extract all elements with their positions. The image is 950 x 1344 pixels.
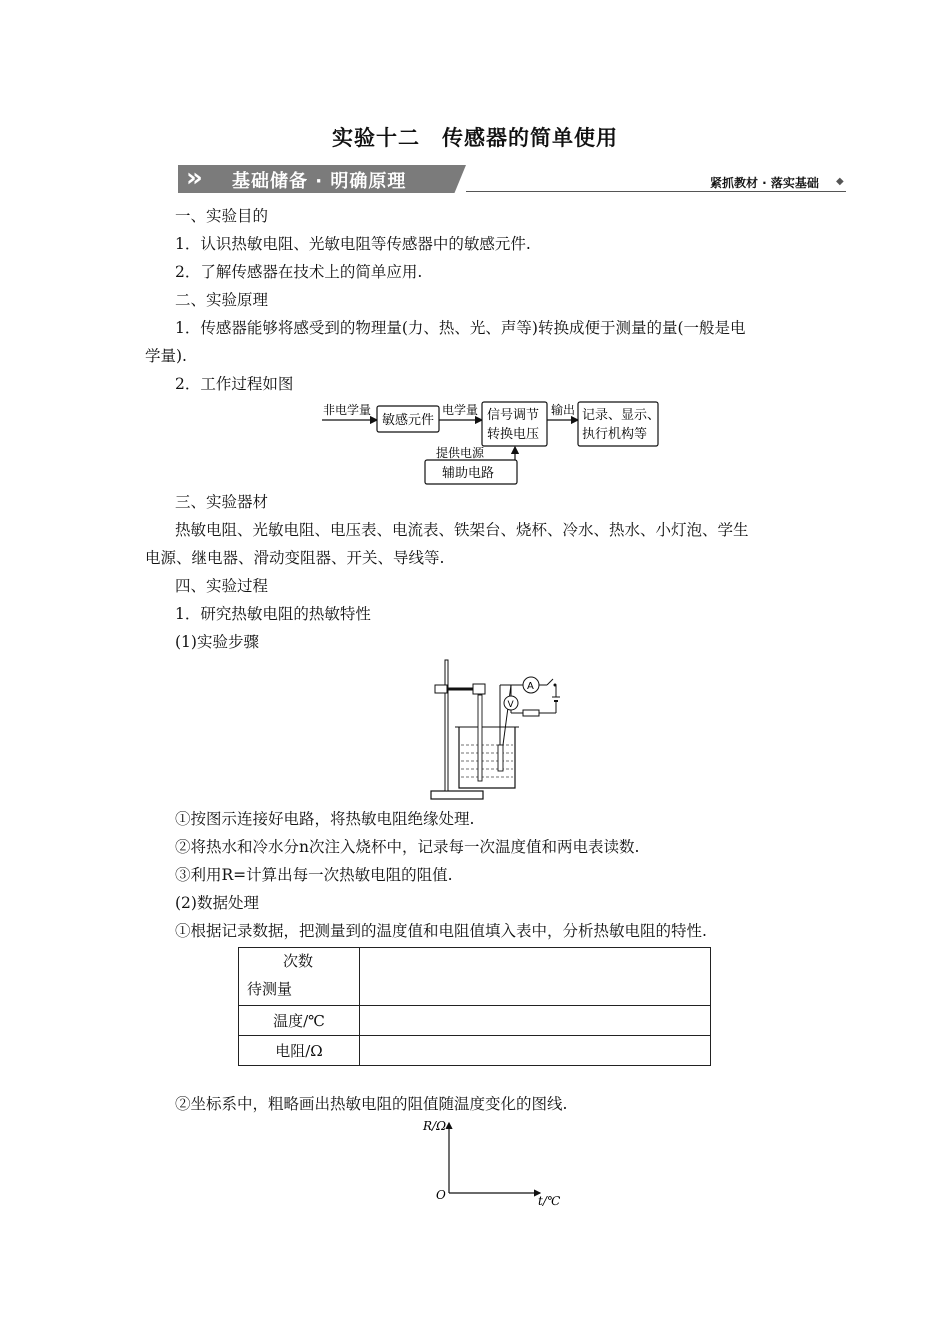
- flow-signal-line1: 信号调节: [487, 408, 540, 423]
- paragraph-line: ①根据记录数据，把测量到的温度值和电阻值填入表中，分析热敏电阻的特性.: [175, 922, 707, 940]
- paragraph-line: 电源、继电器、滑动变阻器、开关、导线等.: [145, 549, 445, 567]
- paragraph-line: 1．认识热敏电阻、光敏电阻等传感器中的敏感元件.: [175, 235, 531, 253]
- page-title: 实验十二 传感器的简单使用: [332, 126, 618, 150]
- diamond-icon: ◆: [836, 176, 844, 187]
- heading-purpose: 一、实验目的: [175, 207, 269, 225]
- paragraph-line: 2．工作过程如图: [175, 375, 294, 393]
- paragraph-line: 1．传感器能够将感受到的物理量(力、热、光、声等)转换成便于测量的量(一般是电: [175, 319, 746, 337]
- flow-out-label: 输出: [551, 403, 576, 417]
- heading-equipment: 三、实验器材: [175, 493, 269, 511]
- banner-right-label: 紧抓教材 · 落实基础: [710, 176, 819, 190]
- table-header-cell: 次数 待测量: [239, 948, 360, 1006]
- flow-mid-label: 电学量: [442, 403, 479, 417]
- paragraph-line: 1．研究热敏电阻的热敏特性: [175, 605, 371, 623]
- banner-rule: [466, 191, 846, 192]
- paragraph-line: 2．了解传感器在技术上的简单应用.: [175, 263, 423, 281]
- step-2: ②将热水和冷水分n次注入烧杯中，记录每一次温度值和两电表读数.: [175, 838, 640, 856]
- y-axis-label: R/Ω: [423, 1119, 447, 1133]
- data-table: [238, 947, 711, 1066]
- table-cell: [360, 1006, 711, 1036]
- section-banner-label: 基础储备 · 明确原理: [232, 171, 407, 192]
- heading-data-processing: (2)数据处理: [175, 894, 259, 912]
- flow-aux-label: 辅助电路: [442, 466, 495, 481]
- resistance-temperature-axes: [420, 1115, 570, 1210]
- sensor-flow-diagram: [320, 398, 670, 488]
- thermistor-apparatus-figure: [425, 655, 565, 805]
- origin-label: O: [436, 1188, 446, 1202]
- paragraph-line: (1)实验步骤: [175, 633, 259, 651]
- table-row-label: 电阻/Ω: [239, 1036, 360, 1066]
- heading-principle: 二、实验原理: [175, 291, 269, 309]
- table-row-label: 温度/℃: [239, 1006, 360, 1036]
- table-cell: [360, 948, 711, 1006]
- ammeter-label: A: [527, 681, 534, 692]
- voltmeter-label: V: [507, 700, 514, 710]
- heading-process: 四、实验过程: [175, 577, 269, 595]
- paragraph-line: 热敏电阻、光敏电阻、电压表、电流表、铁架台、烧杯、冷水、热水、小灯泡、学生: [175, 521, 749, 539]
- flow-power-label: 提供电源: [436, 446, 485, 460]
- step-1: ①按图示连接好电路，将热敏电阻绝缘处理.: [175, 810, 475, 828]
- paragraph-line: 学量).: [145, 347, 187, 365]
- double-chevron-icon: »: [186, 163, 193, 193]
- flow-record-line1: 记录、显示、: [582, 408, 661, 423]
- x-axis-label: t/℃: [538, 1194, 561, 1208]
- step-3: ③利用R=计算出每一次热敏电阻的阻值.: [175, 866, 453, 884]
- paragraph-line: ②坐标系中，粗略画出热敏电阻的阻值随温度变化的图线.: [175, 1095, 568, 1113]
- flow-signal-line2: 转换电压: [487, 427, 540, 442]
- flow-record-line2: 执行机构等: [582, 427, 648, 442]
- table-cell: [360, 1036, 711, 1066]
- flow-sensor-label: 敏感元件: [382, 413, 435, 428]
- flow-input-label: 非电学量: [323, 403, 372, 417]
